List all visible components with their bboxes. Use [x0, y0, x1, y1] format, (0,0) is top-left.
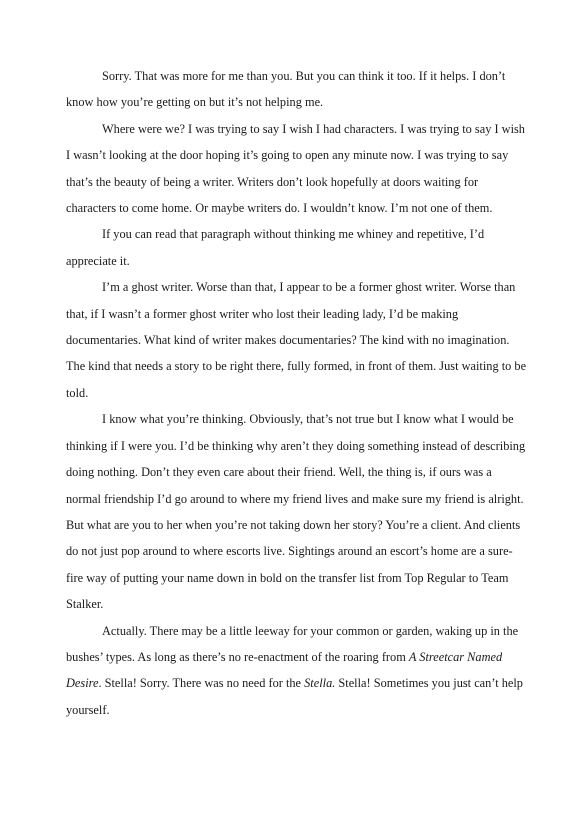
- text-line: told.: [66, 385, 89, 400]
- text-line: normal friendship I’d go around to where my friend lives and make sure my friend is alright.: [66, 491, 524, 506]
- text-line: I’m a ghost writer. Worse than that, I appear to be a former ghost writer. Worse than: [102, 280, 516, 295]
- text-line: Stalker.: [66, 597, 104, 612]
- text-line: appreciate it.: [66, 253, 130, 268]
- text-line: If you can read that paragraph without thinking me whiney and repetitive, I’d: [102, 227, 485, 242]
- paragraph-4: [66, 274, 527, 406]
- text-line: fire way of putting your name down in bold on the transfer list from Top Regular to Team: [66, 570, 509, 585]
- text-line: documentaries. What kind of writer makes documentaries? The kind with no imagination.: [66, 333, 510, 348]
- paragraph-3: [66, 221, 519, 274]
- text-line: do not just pop around to where escorts live. Sightings around an escort’s home are a sure-: [66, 544, 513, 559]
- document-page: [66, 63, 527, 723]
- text-line: Where were we? I was trying to say I wish I had characters. I was trying to say I wish: [102, 121, 525, 136]
- text-line: that’s the beauty of being a writer. Writers don’t look hopefully at doors waiting for: [66, 174, 479, 189]
- text-line: I know what you’re thinking. Obviously, that’s not true but I know what I would be: [102, 412, 514, 427]
- text-line: Actually. There may be a little leeway for your common or garden, waking up in the: [102, 623, 519, 638]
- text-line: [66, 644, 519, 670]
- text-run: . Stella! Sorry. There was no need for the: [98, 676, 305, 691]
- text-line: that, if I wasn’t a former ghost writer who lost their leading lady, I’d be making: [66, 306, 459, 321]
- text-line: characters to come home. Or maybe writers do. I wouldn’t know. I’m not one of them.: [66, 201, 493, 216]
- italic-word: Stella.: [304, 676, 336, 691]
- text-line: thinking if I were you. I’d be thinking why aren’t they doing something instead of describing: [66, 438, 526, 453]
- italic-title: Desire: [66, 676, 99, 691]
- text-run: Stella! Sometimes you just can’t help: [335, 676, 523, 691]
- text-line: yourself.: [66, 702, 110, 717]
- paragraph-5: [66, 406, 526, 617]
- text-line: know how you’re getting on but it’s not helping me.: [66, 95, 324, 110]
- text-line: I wasn’t looking at the door hoping it’s going to open any minute now. I was trying to say: [66, 148, 509, 163]
- text-line: Sorry. That was more for me than you. But you can think it too. If it helps. I don’t: [102, 69, 506, 83]
- italic-title: A Streetcar Named: [408, 649, 503, 664]
- text-run: bushes’ types. As long as there’s no re-enactment of the roaring from: [66, 649, 409, 664]
- paragraph-1: [66, 63, 519, 116]
- paragraph-2: [66, 116, 525, 222]
- text-line: [66, 670, 523, 696]
- text-line: But what are you to her when you’re not taking down her story? You’re a client. And clients: [66, 517, 521, 532]
- text-line: doing nothing. Don’t they even care about their friend. Well, the thing is, if ours was a: [66, 465, 492, 480]
- text-line: The kind that needs a story to be right there, fully formed, in front of them. Just waiting to be: [66, 359, 527, 374]
- paragraph-6: [66, 618, 523, 724]
